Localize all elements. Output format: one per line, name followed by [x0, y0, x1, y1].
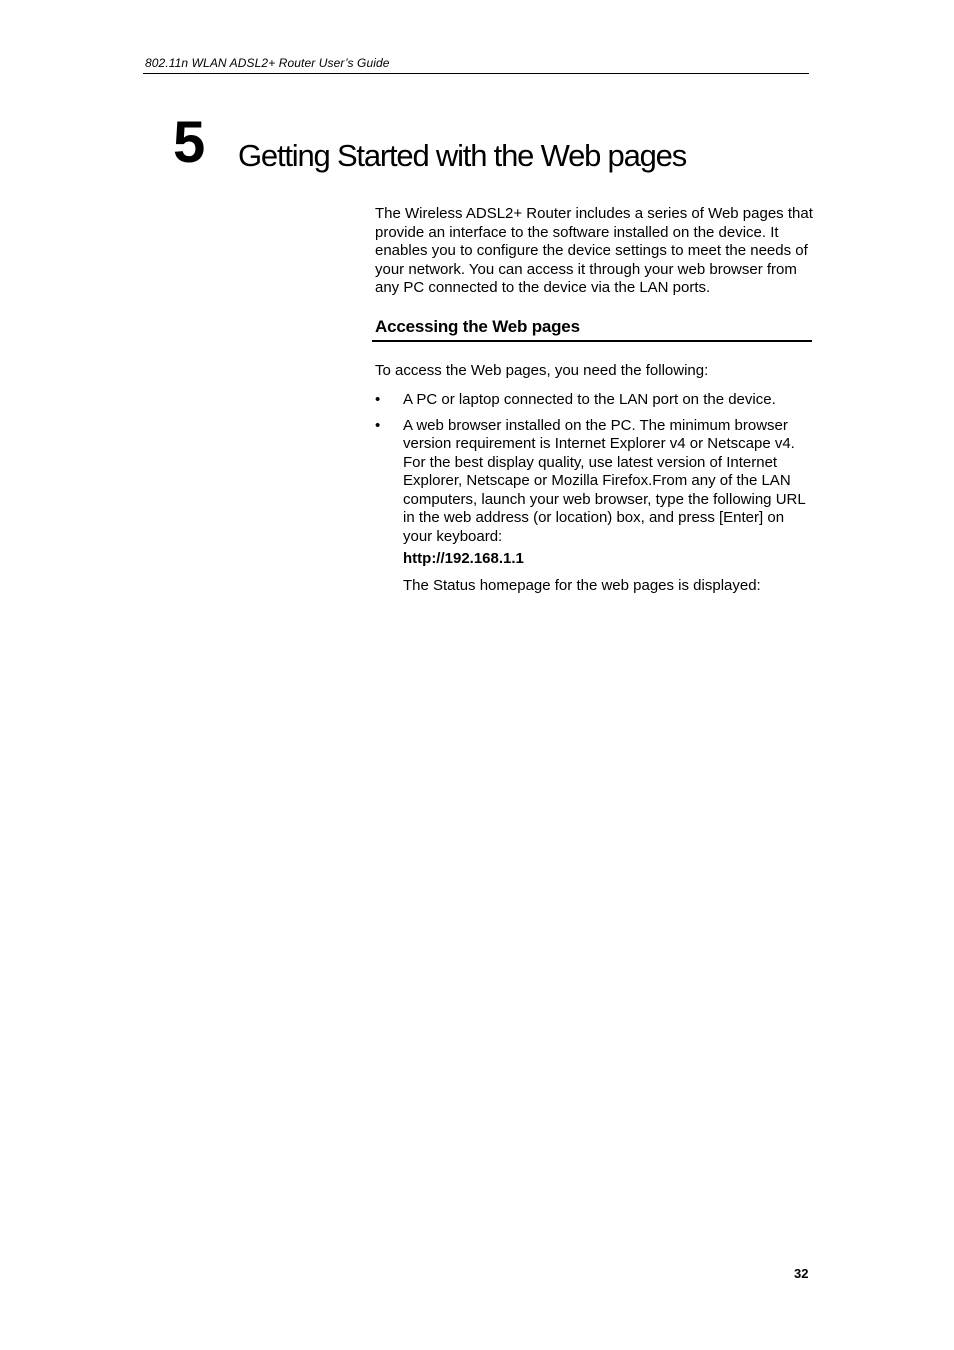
- requirements-list: [375, 391, 815, 546]
- running-header: 802.11n WLAN ADSL2+ Router User’s Guide: [145, 56, 390, 70]
- bullet-icon: •: [375, 391, 381, 408]
- chapter-number: 5: [173, 110, 206, 175]
- intro-paragraph: The Wireless ADSL2+ Router includes a series of Web pages that provide an interface to the software installed on the device. It enables you to configure the device settings to meet the needs of your network. You can access it through your web browser from any PC connected to the device via the LAN ports.: [375, 205, 813, 296]
- intro-block: [375, 205, 821, 298]
- router-url: http://192.168.1.1: [403, 550, 524, 567]
- list-item: [375, 417, 815, 547]
- section-rule: [372, 340, 812, 342]
- bullet-icon: •: [375, 416, 381, 434]
- list-item-text: A PC or laptop connected to the LAN port on the device.: [403, 391, 776, 408]
- header-rule: [143, 73, 809, 74]
- chapter-title: Getting Started with the Web pages: [238, 138, 687, 173]
- page-number: 32: [794, 1266, 809, 1281]
- section-heading: Accessing the Web pages: [375, 317, 580, 336]
- status-line: The Status homepage for the web pages is displayed:: [403, 577, 761, 594]
- section-lead: To access the Web pages, you need the following:: [375, 362, 709, 379]
- list-item: [375, 391, 815, 410]
- list-item-text: A web browser installed on the PC. The minimum browser version requirement is Internet Explorer v4 or Netscape v4. For the best display quality, use latest version of Internet Explorer, Netscape or Mozilla Firefox.From any of the LAN computers, launch your web browser, type the following URL in the web address (or location) box, and press [Enter] on your keyboard:: [403, 416, 806, 545]
